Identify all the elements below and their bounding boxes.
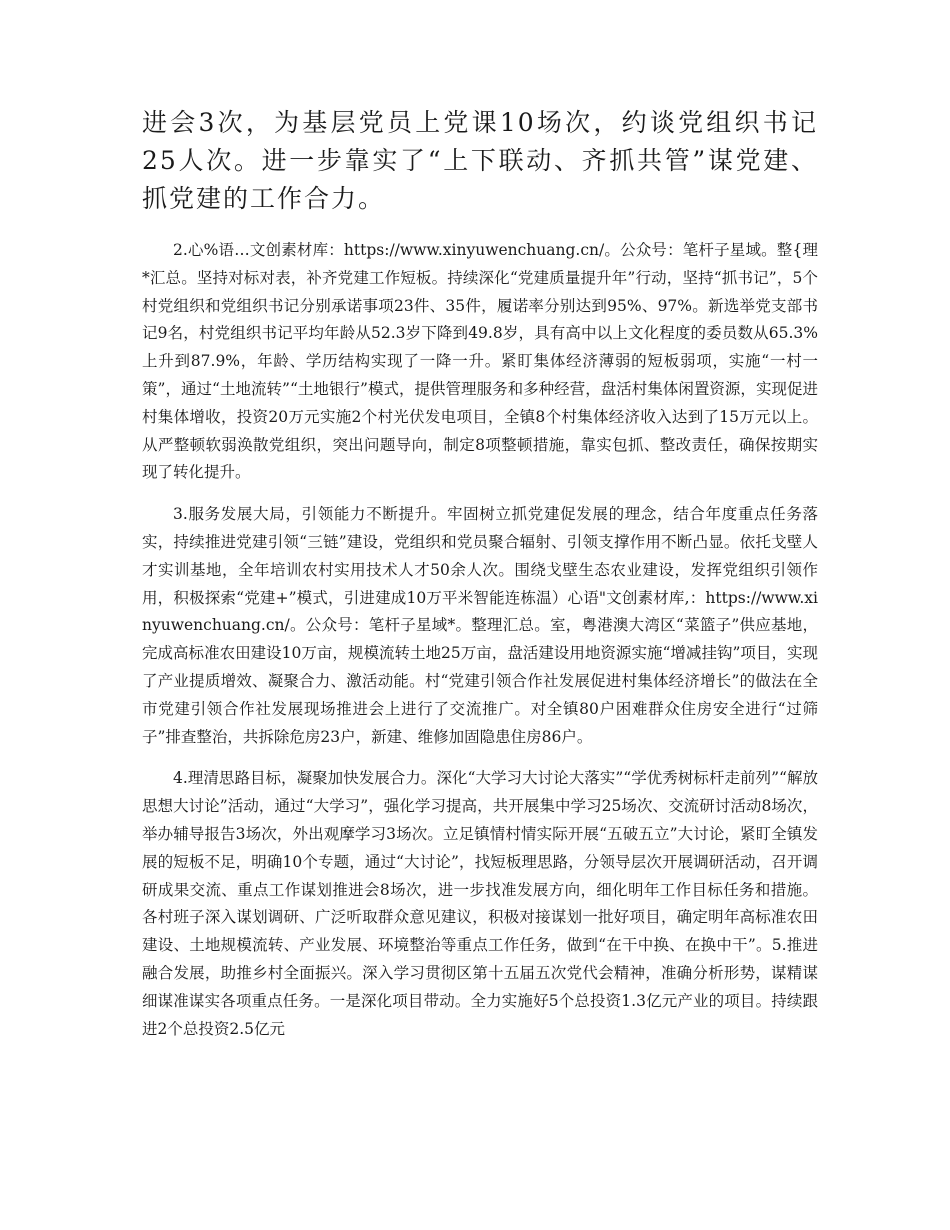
body-paragraph: 2.心%语…文创素材库：https://www.xinyuwenchuang.cn/。公众号：笔杆子星域。整{理*汇总。坚持对标对表，补齐党建工作短板。持续深化“党建质量提升年”行动，坚持“抓书记”，5个村党组织和党组织书记分别承诺事项23件、35件，履诺率分别达到95%、97%。新选举党支部书记9名，村党组织书记平均年龄从52.3岁下降到49.8岁，具有高中以上文化程度的委员数从65.3%上升到87.9%，年龄、学历结构实现了一降一升。紧盯集体经济薄弱的短板弱项，实施“一村一策”，通过“土地流转”“土地银行”模式，提供管理服务和多种经营，盘活村集体闲置资源，实现促进村集体增收，投资20万元实施2个村光伏发电项目，全镇8个村集体经济收入达到了15万元以上。从严整顿软弱涣散党组织，突出问题导向，制定8项整顿措施，靠实包抓、整改责任，确保按期实现了转化提升。 bbox=[142, 241, 818, 482]
body-paragraph: 4.理清思路目标，凝聚加快发展合力。深化“大学习大讨论大落实”“学优秀树标杆走前列”“解放思想大讨论”活动，通过“大学习”，强化学习提高，共开展集中学习25场次、交流研讨活动8场次，举办辅导报告3场次，外出观摩学习3场次。立足镇情村情实际开展“五破五立”大讨论，紧盯全镇发展的短板不足，明确10个专题，通过“大讨论”，找短板理思路，分领导层次开展调研活动，召开调研成果交流、重点工作谋划推进会8场次，进一步找准发展方向，细化明年工作目标任务和措施。各村班子深入谋划调研、广泛听取群众意见建议，积极对接谋划一批好项目，确定明年高标准农田建设、土地规模流转、产业发展、环境整治等重点工作任务，做到“在干中换、在换中干”。5.推进融合发展，助推乡村全面振兴。深入学习贯彻区第十五届五次党代会精神，准确分析形势，谋精谋细谋准谋实各项重点任务。一是深化项目带动。全力实施好5个总投资1.3亿元产业的项目。持续跟进2个总投资2.5亿元 bbox=[142, 769, 818, 1038]
continuation-paragraph: 进会3次，为基层党员上党课10场次，约谈党组织书记25人次。进一步靠实了“上下联动、齐抓共管”谋党建、抓党建的工作合力。 bbox=[142, 108, 818, 213]
document-page bbox=[142, 0, 818, 1043]
body-paragraph: 3.服务发展大局，引领能力不断提升。牢固树立抓党建促发展的理念，结合年度重点任务落实，持续推进党建引领“三链”建设，党组织和党员聚合辐射、引领支撑作用不断凸显。依托戈壁人才实训基地，全年培训农村实用技术人才50余人次。围绕戈壁生态农业建设，发挥党组织引领作用，积极探索“党建+”模式，引进建成10万平米智能连栋温）心语"文创素材库,：https://www.xinyuwenchuang.cn/。公众号：笔杆子星域*。整理汇总。室，粤港澳大湾区“菜篮子”供应基地，完成高标准农田建设10万亩，规模流转土地25万亩，盘活建设用地资源实施“增减挂钩”项目，实现了产业提质增效、凝聚合力、激活动能。村“党建引领合作社发展促进村集体经济增长”的做法在全市党建引领合作社发展现场推进会上进行了交流推广。对全镇80户困难群众住房安全进行“过筛子”排查整治，共拆除危房23户，新建、维修加固隐患住房86户。 bbox=[142, 505, 818, 746]
